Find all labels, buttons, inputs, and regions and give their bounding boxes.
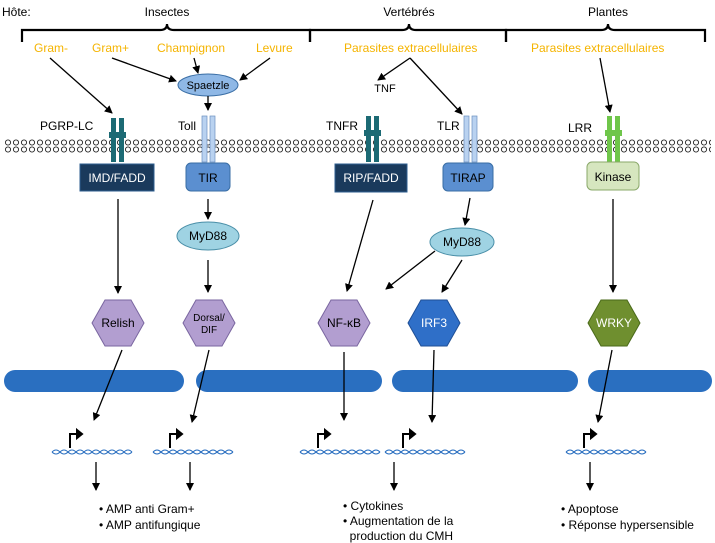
arrow-yeast-spaetzle — [240, 58, 270, 80]
pathogen-gram-pos: Gram+ — [92, 41, 130, 55]
outcome-vert-3: production du CMH — [343, 529, 454, 543]
arrow-parasite-lrr — [600, 58, 610, 112]
cell-membrane — [4, 139, 711, 153]
toll-label: Toll — [178, 119, 197, 133]
nfkb-label: NF-κB — [327, 316, 361, 330]
group-vertebrates: Vertébrés — [383, 5, 435, 19]
arrow-rip-nfkb — [347, 200, 373, 291]
outcome-vert-1: • Cytokines — [343, 499, 404, 513]
group-insects: Insectes — [144, 5, 190, 19]
imd-fadd-label: IMD/FADD — [88, 171, 146, 185]
myd88-vert-label: MyD88 — [442, 235, 482, 249]
outcome-vert-2: • Augmentation de la — [343, 514, 454, 528]
dna-segments — [52, 430, 646, 454]
brace-vertebrates — [310, 24, 506, 42]
tlr-label: TLR — [437, 119, 460, 133]
irf3-factor — [408, 300, 460, 346]
host-label: Hôte: — [2, 5, 31, 19]
arrow-fungus-spaetzle — [194, 58, 198, 73]
wrky-factor — [588, 300, 640, 346]
arrow-tirap-myd88 — [465, 198, 470, 225]
tir-label: TIR — [198, 171, 218, 185]
output-arrows — [96, 462, 590, 490]
relish-label: Relish — [101, 316, 135, 330]
tirap-label: TIRAP — [450, 171, 486, 185]
dorsal-label-2: DIF — [200, 325, 218, 336]
outcome-insects-1: • AMP anti Gram+ — [99, 502, 195, 516]
arrow-grampos-spaetzle — [112, 58, 176, 81]
ligand-arrows — [50, 58, 610, 114]
tnf-label: TNF — [374, 83, 396, 95]
dorsal-label-1: Dorsal/ — [193, 313, 225, 324]
outcome-plants-1: • Apoptose — [561, 502, 619, 516]
outcome-plants-2: • Réponse hypersensible — [561, 518, 694, 532]
outcome-insects-2: • AMP antifungique — [99, 518, 201, 532]
promoter-arrows — [70, 430, 596, 448]
pathogen-extracellular-vert: Parasites extracellulaires — [344, 41, 478, 55]
irf3-label: IRF3 — [420, 316, 448, 330]
pgrp-label: PGRP-LC — [40, 119, 94, 133]
arrow-myd88-irf3 — [442, 260, 462, 292]
nfkb-factor — [318, 300, 370, 346]
arrow-gramneg-pgrp — [50, 58, 112, 113]
pathogen-extracellular-plant: Parasites extracellulaires — [531, 41, 665, 55]
spaetzle-label: Spaetzle — [186, 80, 230, 92]
tnfr-label: TNFR — [326, 119, 358, 133]
kinase-label: Kinase — [594, 170, 632, 184]
brace-insects — [22, 24, 310, 42]
arrow-myd88-nfkb — [386, 251, 435, 289]
group-plants: Plantes — [587, 5, 629, 19]
rip-fadd-label: RIP/FADD — [343, 171, 399, 185]
pathogen-gram-neg: Gram- — [34, 41, 68, 55]
brace-plants — [506, 24, 705, 42]
arrow-parasite-tlr — [410, 58, 462, 114]
wrky-label: WRKY — [596, 316, 632, 330]
pathogen-fungus: Champignon — [157, 41, 226, 55]
arrow-parasite-tnf — [378, 58, 410, 80]
group-braces — [22, 24, 705, 42]
myd88-insect-label: MyD88 — [188, 229, 228, 243]
dorsal-factor — [183, 300, 235, 346]
lrr-label: LRR — [568, 121, 593, 135]
relish-factor — [92, 300, 144, 346]
pathogen-yeast: Levure — [256, 41, 293, 55]
